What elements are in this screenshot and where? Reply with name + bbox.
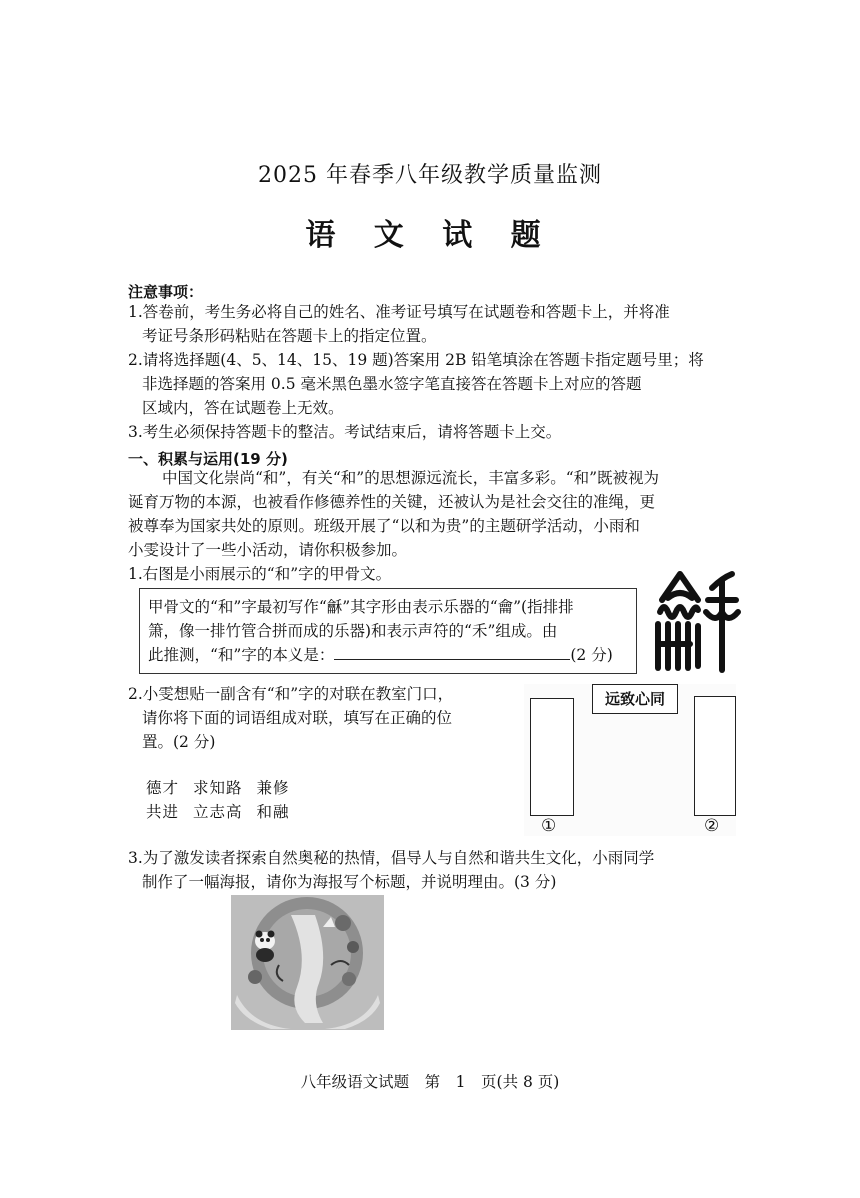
word-option: 兼修 [256,779,290,797]
exam-title: 2025 年春季八年级教学质量监测 [258,163,602,188]
box-line [148,643,628,667]
page-footer: 八年级语文试题 第 1 页(共 8 页) [300,1073,560,1091]
q3-stem-line: 制作了一幅海报，请你为海报写个标题，并说明理由。(3 分) [142,873,557,891]
note-line: 1.答卷前，考生务必将自己的姓名、准考证号填写在试题卷和答题卡上，并将准 [128,303,670,321]
answer-blank[interactable] [334,643,570,660]
word-option: 共进 [146,803,180,821]
couplet-left-blank[interactable] [530,698,574,816]
q3-stem [128,846,654,894]
box-line-text: 此推测，“和”字的本义是： [148,646,335,664]
note-line: 3.考生必须保持答题卡的整洁。考试结束后，请将答题卡上交。 [128,423,562,441]
intro-line: 小雯设计了一些小活动，请你积极参加。 [128,541,408,559]
q2-stem-line: 2.小雯想贴一副含有“和”字的对联在教室门口， [128,685,454,703]
word-option: 立志高 [193,803,243,821]
box-line: 箫，像一排竹管合拼而成的乐器)和表示声符的“禾”组成。由 [148,622,558,640]
note-line: 2.请将选择题(4、5、14、15、19 题)答案用 2B 铅笔填涂在答题卡指定题号里；将 [128,351,704,369]
word-option: 和融 [256,803,290,821]
intro-line: 诞育万物的本源，也被看作修德养性的关键，还被认为是社会交往的准绳，更 [128,493,656,511]
oracle-bone-he-image [652,566,742,674]
q1-info-box [139,588,637,674]
subject-title: 语 文 试 题 [305,218,555,253]
couplet-right-blank[interactable] [694,696,736,816]
q2-stem [128,682,453,754]
q2-stem-line: 置。(2 分) [142,733,216,751]
section-heading: 一、积累与运用(19 分) [128,450,288,468]
q2-stem-line: 请你将下面的词语组成对联，填写在正确的位 [142,709,453,727]
section-intro [128,466,738,562]
word-bank-row-2 [146,800,304,822]
notes-list [128,300,738,444]
couplet-label-1: ① [541,816,557,836]
note-line: 区域内，答在试题卷上无效。 [142,399,344,417]
intro-line: 被尊奉为国家共处的原则。班级开展了“以和为贵”的主题研学活动，小雨和 [128,517,640,535]
notes-heading: 注意事项： [128,283,204,301]
couplet-label-2: ② [704,816,720,836]
box-line: 甲骨文的“和”字最初写作“龢”其字形由表示乐器的“龠”(指排排 [148,598,574,616]
note-line: 非选择题的答案用 0.5 毫米黑色墨水签字笔直接答在答题卡上对应的答题 [142,375,642,393]
nature-poster-image [231,895,384,1030]
word-option: 德才 [146,779,180,797]
note-line: 考证号条形码粘贴在答题卡上的指定位置。 [142,327,437,345]
word-bank-row-1 [146,776,304,798]
q1-score: (2 分) [570,646,613,664]
q3-stem-line: 3.为了激发读者探索自然奥秘的热情，倡导人与自然和谐共生文化，小雨同学 [128,849,655,867]
word-option: 求知路 [193,779,243,797]
horizontal-scroll-banner: 远致心同 [592,684,678,714]
q1-stem: 1.右图是小雨展示的“和”字的甲骨文。 [128,565,392,583]
intro-line: 中国文化崇尚“和”，有关“和”的思想源远流长，丰富多彩。“和”既被视为 [162,469,660,487]
